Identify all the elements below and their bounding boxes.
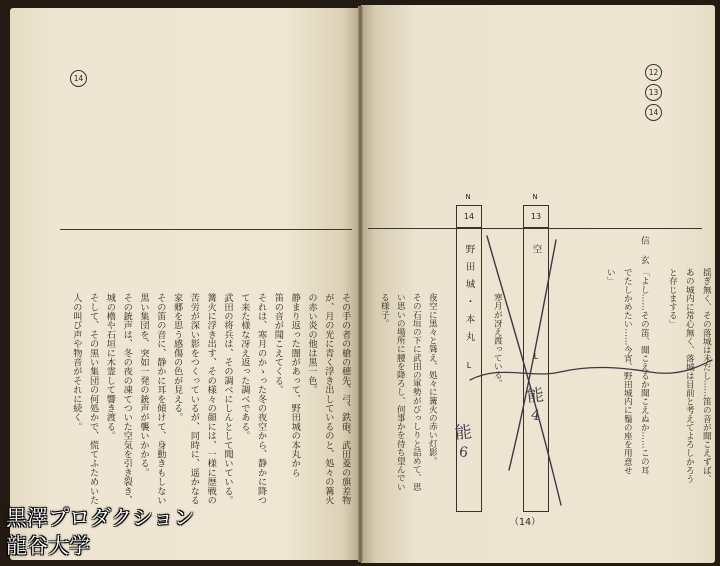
speaker-name: 信 玄 xyxy=(639,236,650,265)
scene-13-place: 空 xyxy=(530,244,542,262)
body-text-column: 家郷を思う感傷の色が見える。 xyxy=(171,293,183,422)
dialogue-line: あの城内に常心無く、落城は目前と考えてよろしかろう xyxy=(684,268,695,483)
scene-13-shot: L xyxy=(533,352,539,361)
scene-14-description-line: その石垣の下に武田の軍勢がびっしりと詰めて、思 xyxy=(411,293,422,491)
dialogue-line: 揺ぎ無く、その落城は未だし……笛の音が聞こえずば、 xyxy=(701,268,712,483)
body-text-column: そして、その黒い集団の何処かで、慌てふためいた xyxy=(87,293,99,505)
body-text-column: が、月の光に青く浮き出しているのと、処々の篝火 xyxy=(322,293,334,505)
scene-14-number: 14 xyxy=(457,206,481,228)
right-scene-marker: 14 xyxy=(645,104,662,121)
right-scene-marker: 12 xyxy=(645,64,662,81)
body-text-column: 人の叫び声や物音がそれに続く。 xyxy=(70,293,82,431)
book-spine xyxy=(358,6,363,562)
body-text-column: その手の者の槍の穂先、弓、鉄砲、武田菱の旗差物 xyxy=(339,293,351,505)
body-text-column: て来た様な冴え返った調べである。 xyxy=(238,293,250,441)
scene-14-heading-box xyxy=(453,205,482,512)
speech-line: でたしかめたい……今宵、野田城内に鬚の座を用意せ xyxy=(622,268,633,475)
scene-14-place: 野田城・本丸 xyxy=(463,244,475,349)
scene-13-heading-box xyxy=(523,205,549,512)
body-text-column: その笛の音に、静かに耳を傾けて、身動きもしない xyxy=(154,293,166,505)
watermark-line: 黒澤プロダクション xyxy=(6,506,195,530)
body-text-column: その銃声は、冬の夜の凍てついた空気を引き裂き、 xyxy=(121,293,133,505)
body-text-column: の赤い炎の他は黒一色。 xyxy=(306,293,317,395)
left-page xyxy=(10,8,360,560)
body-text-column: 城の櫓や石垣に木霊して響き渡る。 xyxy=(104,293,116,441)
scene-14-description-line: い思いの場所に腰を降ろし、何事かを待ち望んでい xyxy=(395,293,406,491)
scene-14-description-line: る様子。 xyxy=(379,293,390,328)
handwritten-mark: 能 xyxy=(525,385,545,407)
handwritten-note xyxy=(453,422,473,462)
scene-14-description-line: 夜空に黒々と聳え、処々に篝火の赤い灯影。 xyxy=(427,293,438,465)
body-text-column: 黒い集団を、突如一発の銃声が襲いかかる。 xyxy=(138,293,149,477)
handwritten-number: 6 xyxy=(457,444,470,462)
watermark-line: 龍谷大学 xyxy=(6,534,90,558)
dialogue-line: と存じまする」 xyxy=(667,268,678,329)
handwritten-mark: 能 xyxy=(453,422,473,444)
scene-13-description-line: 寒月が冴え渡っている。 xyxy=(492,293,503,388)
body-text-column: 笛の音が聞こえてくる。 xyxy=(272,293,284,395)
body-text-column: 静まり返った闇があって、野田城の本丸から xyxy=(289,293,301,477)
body-text-column: 武田の将兵は、その調べにしんとして聞いている。 xyxy=(222,293,233,505)
scene-13-number: 13 xyxy=(524,206,548,228)
handwritten-number: 4 xyxy=(529,407,542,425)
scene-13-night-label: N xyxy=(532,193,538,201)
left-horizontal-rule xyxy=(60,229,352,230)
handwritten-note xyxy=(525,385,545,425)
scene-14-shot: L xyxy=(466,361,472,370)
speech-line: 「よし……その笛、聞こえるか聞こえぬか……この耳 xyxy=(639,268,650,475)
page-number: （14） xyxy=(509,517,541,528)
scene-14-night-label: N xyxy=(465,193,471,201)
body-text-column: それは、寒月のかゝった冬の夜空から、静かに降つ xyxy=(255,293,267,505)
left-scene-marker: 14 xyxy=(70,70,87,87)
body-text-column: 苦労が深い影をつくっているが、同時に、遥かなる xyxy=(188,293,200,505)
speech-line: い」 xyxy=(605,268,616,286)
body-text-column: 篝火に浮き出す、その様々の顔には、一様に歴戦の xyxy=(205,293,217,505)
right-scene-marker: 13 xyxy=(645,84,662,101)
